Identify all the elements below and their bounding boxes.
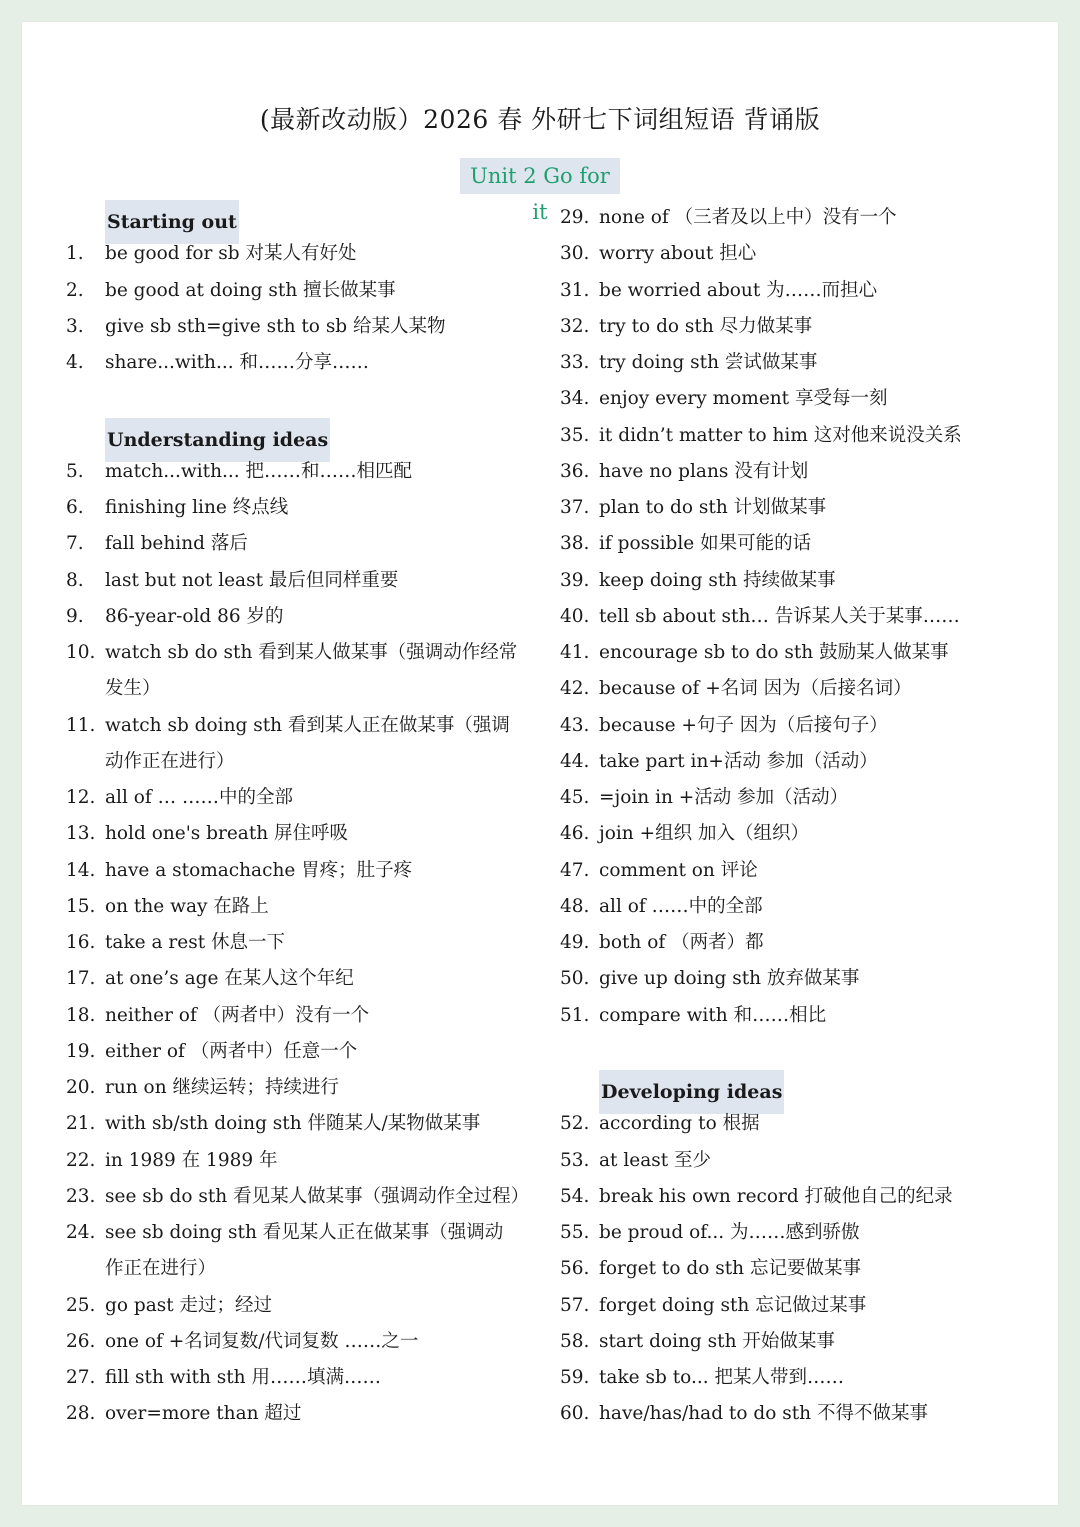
item-number: 30. <box>560 243 590 265</box>
item-number: 11. <box>66 714 96 736</box>
item-number: 12. <box>66 787 96 808</box>
item-text: see sb do sth 看见某人做某事（强调动作全过程） <box>105 1185 530 1207</box>
list-item <box>66 1396 536 1432</box>
item-text: give sb sth=give sth to sb 给某人某物 <box>105 315 446 337</box>
list-item <box>560 526 1030 562</box>
item-number: 46. <box>560 823 590 845</box>
list-item <box>560 309 1030 345</box>
list-item <box>560 1143 1030 1179</box>
list-item <box>560 418 1030 454</box>
item-number: 57. <box>560 1294 590 1316</box>
list-item <box>66 1143 536 1179</box>
list-item <box>66 1324 536 1360</box>
item-number: 33. <box>560 352 590 373</box>
list-item <box>560 671 1030 707</box>
item-text: it didn’t matter to him 这对他来说没关系 <box>599 424 962 446</box>
list-item <box>560 1360 1030 1396</box>
item-number: 44. <box>560 750 590 772</box>
item-number: 37. <box>560 497 590 518</box>
item-text: start doing sth 开始做某事 <box>599 1330 835 1352</box>
section-heading <box>66 200 536 236</box>
item-text: give up doing sth 放弃做某事 <box>599 968 860 990</box>
item-number: 41. <box>560 642 590 663</box>
item-text: join +组织 加入（组织） <box>599 823 809 845</box>
item-text: comment on 评论 <box>599 859 758 881</box>
item-text: in 1989 在 1989 年 <box>105 1149 278 1171</box>
list-item-continuation <box>66 744 536 780</box>
item-text-continued: 发生） <box>105 678 161 700</box>
item-text: over=more than 超过 <box>105 1403 302 1425</box>
item-number: 20. <box>66 1077 96 1098</box>
item-number: 21. <box>66 1113 96 1135</box>
item-text: if possible 如果可能的话 <box>599 533 812 555</box>
item-text: be worried about 为……而担心 <box>599 279 878 301</box>
item-text-continued: 作正在进行） <box>105 1258 217 1280</box>
item-text: watch sb do sth 看到某人做某事（强调动作经常 <box>105 642 518 663</box>
list-item <box>66 998 536 1034</box>
list-item <box>66 780 536 816</box>
item-number: 9. <box>66 605 84 627</box>
list-item <box>560 961 1030 997</box>
list-item <box>66 345 536 381</box>
item-number: 8. <box>66 569 84 591</box>
list-item <box>560 853 1030 889</box>
item-text: according to 根据 <box>599 1113 760 1135</box>
list-item <box>66 1070 536 1106</box>
list-item <box>560 1324 1030 1360</box>
list-item <box>560 744 1030 780</box>
item-number: 16. <box>66 932 96 953</box>
item-number: 5. <box>66 460 84 482</box>
item-number: 13. <box>66 823 96 845</box>
item-text: forget doing sth 忘记做过某事 <box>599 1294 867 1316</box>
item-number: 50. <box>560 968 590 990</box>
item-text: none of （三者及以上中）没有一个 <box>599 207 897 228</box>
item-number: 27. <box>66 1367 96 1388</box>
item-text: plan to do sth 计划做某事 <box>599 497 827 518</box>
item-text: share...with... 和……分享…… <box>105 352 369 373</box>
section-understanding-ideas: Understanding ideas <box>105 418 330 462</box>
list-item <box>560 200 1030 236</box>
item-text: all of ……中的全部 <box>599 895 763 917</box>
item-text: both of （两者）都 <box>599 932 764 953</box>
list-item <box>66 454 536 490</box>
item-text: all of … ……中的全部 <box>105 787 293 808</box>
item-number: 28. <box>66 1403 96 1425</box>
item-number: 39. <box>560 569 590 591</box>
item-number: 48. <box>560 895 590 917</box>
item-text: see sb doing sth 看见某人正在做某事（强调动 <box>105 1222 504 1243</box>
item-text: because of +名词 因为（后接名词） <box>599 678 912 700</box>
item-text: with sb/sth doing sth 伴随某人/某物做某事 <box>105 1113 481 1135</box>
item-text: because +句子 因为（后接句子） <box>599 714 888 736</box>
item-text: have a stomachache 胃疼；肚子疼 <box>105 859 413 881</box>
item-number: 42. <box>560 678 590 700</box>
item-number: 24. <box>66 1222 96 1243</box>
item-text: finishing line 终点线 <box>105 497 289 518</box>
item-text: try to do sth 尽力做某事 <box>599 315 813 337</box>
list-item <box>560 1179 1030 1215</box>
item-number: 6. <box>66 497 84 518</box>
list-item <box>560 345 1030 381</box>
section-heading <box>66 418 536 454</box>
item-text: worry about 担心 <box>599 243 757 265</box>
item-text: be good at doing sth 擅长做某事 <box>105 279 396 301</box>
list-item <box>560 889 1030 925</box>
list-item <box>66 236 536 272</box>
item-text-continued: 动作正在进行） <box>105 750 235 772</box>
list-item <box>66 526 536 562</box>
item-text: enjoy every moment 享受每一刻 <box>599 388 888 410</box>
item-number: 59. <box>560 1367 590 1388</box>
list-item <box>560 1106 1030 1142</box>
item-text: match...with... 把……和……相匹配 <box>105 460 413 482</box>
item-number: 22. <box>66 1149 96 1171</box>
section-starting-out: Starting out <box>105 200 239 244</box>
unit-heading: Unit 2 Go for it <box>460 158 620 194</box>
section-heading <box>560 1070 1030 1106</box>
item-number: 32. <box>560 315 590 337</box>
item-number: 56. <box>560 1258 590 1280</box>
list-item <box>66 1034 536 1070</box>
item-text: fall behind 落后 <box>105 533 248 555</box>
list-item <box>66 563 536 599</box>
item-text: keep doing sth 持续做某事 <box>599 569 836 591</box>
list-item <box>66 273 536 309</box>
item-text: compare with 和……相比 <box>599 1004 827 1026</box>
item-number: 10. <box>66 642 96 663</box>
item-number: 19. <box>66 1040 96 1062</box>
item-text: watch sb doing sth 看到某人正在做某事（强调 <box>105 714 510 736</box>
item-number: 52. <box>560 1113 590 1135</box>
item-number: 43. <box>560 714 590 736</box>
item-number: 54. <box>560 1185 590 1207</box>
item-text: 86-year-old 86 岁的 <box>105 605 284 627</box>
item-text: on the way 在路上 <box>105 895 269 917</box>
item-number: 40. <box>560 605 590 627</box>
item-number: 34. <box>560 388 590 410</box>
item-text: run on 继续运转；持续进行 <box>105 1077 339 1098</box>
page-title: (最新改动版）2026 春 外研七下词组短语 背诵版 <box>259 105 821 134</box>
item-number: 31. <box>560 279 590 301</box>
item-text: go past 走过；经过 <box>105 1294 273 1316</box>
item-text: be proud of... 为……感到骄傲 <box>599 1222 860 1243</box>
item-text: one of +名词复数/代词复数 ……之一 <box>105 1330 419 1352</box>
list-item <box>560 780 1030 816</box>
item-number: 60. <box>560 1403 590 1425</box>
item-text: have no plans 没有计划 <box>599 460 809 482</box>
list-item <box>560 708 1030 744</box>
item-text: break his own record 打破他自己的纪录 <box>599 1185 953 1207</box>
item-text: hold one's breath 屏住呼吸 <box>105 823 349 845</box>
item-number: 38. <box>560 533 590 555</box>
list-item <box>66 708 536 744</box>
list-item <box>560 236 1030 272</box>
list-item <box>560 563 1030 599</box>
list-item <box>66 599 536 635</box>
list-item <box>66 853 536 889</box>
item-text: neither of （两者中）没有一个 <box>105 1004 370 1026</box>
item-number: 51. <box>560 1004 590 1026</box>
item-number: 58. <box>560 1330 590 1352</box>
item-text: forget to do sth 忘记要做某事 <box>599 1258 861 1280</box>
list-item <box>66 1179 536 1215</box>
list-item <box>66 309 536 345</box>
list-item <box>66 925 536 961</box>
item-number: 15. <box>66 895 96 917</box>
item-number: 2. <box>66 279 84 301</box>
item-number: 53. <box>560 1149 590 1171</box>
item-number: 3. <box>66 315 84 337</box>
item-number: 45. <box>560 787 590 808</box>
list-item <box>560 998 1030 1034</box>
item-text: take a rest 休息一下 <box>105 932 286 953</box>
item-text: try doing sth 尝试做某事 <box>599 352 818 373</box>
item-text: have/has/had to do sth 不得不做某事 <box>599 1403 928 1425</box>
item-number: 17. <box>66 968 96 990</box>
item-number: 7. <box>66 533 84 555</box>
list-item <box>66 1215 536 1251</box>
section-developing-ideas: Developing ideas <box>599 1070 784 1114</box>
list-item <box>66 635 536 671</box>
right-column <box>560 200 1030 1433</box>
list-item <box>560 816 1030 852</box>
item-number: 47. <box>560 859 590 881</box>
item-number: 35. <box>560 424 590 446</box>
item-number: 1. <box>66 243 84 265</box>
list-item <box>66 889 536 925</box>
list-item <box>560 1215 1030 1251</box>
item-text: be good for sb 对某人有好处 <box>105 243 357 265</box>
list-item <box>66 961 536 997</box>
list-item <box>560 1396 1030 1432</box>
list-item <box>66 816 536 852</box>
list-item <box>560 381 1030 417</box>
item-number: 25. <box>66 1294 96 1316</box>
list-item-continuation <box>66 671 536 707</box>
item-number: 4. <box>66 352 84 373</box>
item-number: 14. <box>66 859 96 881</box>
item-number: 18. <box>66 1004 96 1026</box>
list-item <box>560 454 1030 490</box>
item-text: at one’s age 在某人这个年纪 <box>105 968 354 990</box>
item-text: tell sb about sth… 告诉某人关于某事…… <box>599 605 960 627</box>
item-number: 49. <box>560 932 590 953</box>
list-item <box>560 925 1030 961</box>
list-item <box>560 490 1030 526</box>
item-text: encourage sb to do sth 鼓励某人做某事 <box>599 642 949 663</box>
list-item <box>66 1288 536 1324</box>
item-text: either of （两者中）任意一个 <box>105 1040 358 1062</box>
left-column <box>66 200 536 1433</box>
item-number: 23. <box>66 1185 96 1207</box>
list-item <box>560 1288 1030 1324</box>
item-number: 29. <box>560 207 590 228</box>
item-number: 26. <box>66 1330 96 1352</box>
item-text: take part in+活动 参加（活动） <box>599 750 878 772</box>
list-item <box>66 1360 536 1396</box>
item-number: 36. <box>560 460 590 482</box>
item-text: take sb to... 把某人带到…… <box>599 1367 844 1388</box>
list-item <box>66 490 536 526</box>
item-number: 55. <box>560 1222 590 1243</box>
list-item <box>560 1251 1030 1287</box>
item-text: =join in +活动 参加（活动） <box>599 787 849 808</box>
list-item <box>66 1106 536 1142</box>
item-text: last but not least 最后但同样重要 <box>105 569 399 591</box>
item-text: at least 至少 <box>599 1149 712 1171</box>
list-item <box>560 635 1030 671</box>
list-item-continuation <box>66 1251 536 1287</box>
item-text: fill sth with sth 用……填满…… <box>105 1367 381 1388</box>
list-item <box>560 599 1030 635</box>
list-item <box>560 273 1030 309</box>
